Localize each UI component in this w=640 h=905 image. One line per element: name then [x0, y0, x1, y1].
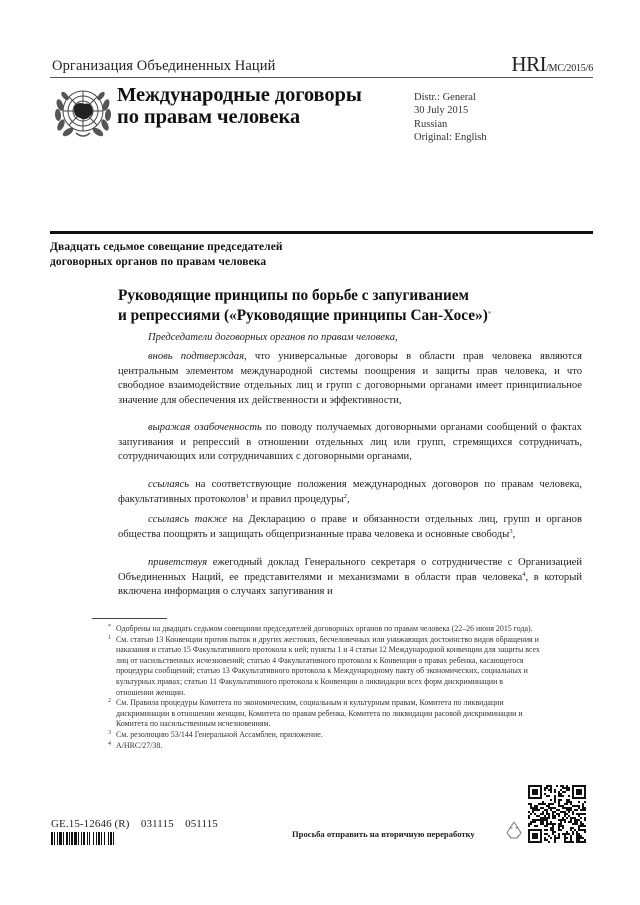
job-code: GE.15-12646 (R): [51, 818, 130, 830]
footnote-separator: [92, 618, 167, 619]
distr-date: 30 July 2015: [414, 105, 469, 117]
footnote-ref-3[interactable]: 3: [509, 527, 513, 535]
paragraph-recalling: [118, 478, 582, 507]
organization-name: Организация Объединенных Наций: [52, 58, 276, 74]
distr-language: Russian: [414, 118, 448, 130]
footnote-mark: 4: [108, 740, 111, 747]
paragraph-text: на соответствующие положения международных договоров по правам человека, факультативных протоколов: [118, 479, 582, 505]
recycle-icon: [503, 819, 525, 841]
paragraph-reaffirming: [118, 350, 582, 408]
paragraph-lead: приветствуя: [148, 557, 208, 568]
distribution-block: [414, 91, 487, 145]
preamble-subject: [118, 331, 582, 346]
footnote-3: [108, 730, 540, 741]
barcode-icon: [51, 832, 133, 845]
masthead-rule: [50, 231, 593, 234]
document-title-line2: и репрессиями («Руководящие принципы Сан-Хосе»): [118, 307, 488, 324]
meeting-heading: [50, 240, 283, 269]
paragraph-concern: [118, 421, 582, 465]
distr-original: Original: English: [414, 132, 487, 144]
masthead-title-line2: по правам человека: [117, 106, 301, 128]
paragraph-text: , в который включена информация о случаях запугивания и: [118, 571, 582, 598]
masthead-title: [117, 84, 362, 128]
meeting-line2: договорных органов по правам человека: [50, 255, 267, 268]
recycle-notice: Просьба отправить на вторичную переработку: [292, 829, 475, 839]
paragraph-lead: ссылаясь: [148, 479, 190, 490]
footnote-star: [108, 624, 540, 635]
date-code-1: 031115: [140, 818, 174, 830]
un-emblem-icon: [52, 83, 114, 141]
footnote-text: См. резолюцию 53/144 Генеральной Ассамблеи, приложение.: [116, 729, 323, 739]
preamble-subject-text: Председатели договорных органов по правам человека,: [148, 332, 398, 343]
paragraph-text: ,: [346, 493, 350, 505]
footnote-text: См. статью 13 Конвенции против пыток и других жестоких, бесчеловечных или унижающих достоинство видов обращения и наказания и статью 15 Факультативного протокола к ней; пункты 1 и 4 статьи 12 Международной конвенции для защиты всех лиц от насильственных исчезновений; статью 4 Факультативного протокола к Конвенции о правах ребенка, касающегося процедуры сообщений; статью 13 Факультативного протокола к Международному пакту об экономических, социальных и культурных правах; статью 11 Факультативного протокола к Конвенции о ликвидации всех форм дискриминации в отношении женщин.: [116, 634, 540, 697]
symbol-suffix: /MC/2015/6: [546, 63, 593, 74]
paragraph-text: ежегодный доклад Генерального секретаря о сотрудничестве с Организацией Объединенных Наций, ее представителями и механизмами в области прав человека: [118, 557, 582, 583]
paragraph-text: по поводу получаемых договорными органами сообщений о фактах запугивания и репрессий в отношении отдельных лиц или групп, стремящихся сотрудничать, сотрудничающих или сотрудничавших с договорными органами,: [118, 422, 582, 463]
paragraph-lead: вновь подтверждая,: [148, 351, 247, 362]
paragraph-text: на Декларацию о праве и обязанности отдельных лиц, групп и органов общества поощрять и защищать общепризнанные права человека и основные свободы: [118, 514, 582, 540]
footnote-mark: 3: [108, 729, 111, 736]
paragraph-recalling-also: [118, 513, 582, 542]
paragraph-lead: выражая озабоченность: [148, 422, 262, 433]
paragraph-text: что универсальные договоры в области прав человека являются центральным элементом международной системы поощрения и защиты прав человека, и что свободное взаимодействие отдельных лиц и групп с договорными органами имеет принципиальное значение для обеспечения их действенности и эффективности,: [118, 351, 582, 406]
date-code-2: 051115: [185, 818, 218, 830]
footnote-text: См. Правила процедуры Комитета по экономическим, социальным и культурным правам, Комитета по ликвидации дискриминации в отношении женщин, Комитета по правам ребенка, Комитета по ликвидации расовой дискриминации и Комитета по насильственным исчезновениям.: [116, 698, 523, 729]
footnote-text: A/HRC/27/38.: [116, 740, 163, 750]
job-number: [51, 818, 218, 830]
document-title: [118, 287, 491, 325]
meeting-line1: Двадцать седьмое совещание председателей: [50, 241, 283, 253]
footnote-ref-2[interactable]: 2: [343, 492, 347, 500]
qr-code-icon[interactable]: [528, 785, 586, 843]
title-footnote-ref[interactable]: *: [487, 310, 492, 318]
footnote-text: Одобрены на двадцать седьмом совещании председателей договорных органов по правам человека (22–26 июня 2015 года).: [116, 624, 533, 633]
document-title-line1: Руководящие принципы по борьбе с запугиванием: [118, 287, 469, 304]
paragraph-text: и правил процедуры: [248, 493, 344, 505]
footnote-mark: 1: [108, 634, 111, 641]
footnote-1: [108, 635, 540, 699]
footnote-mark: *: [108, 624, 111, 630]
paragraph-welcoming: [118, 556, 582, 600]
footnote-2: [108, 698, 540, 730]
masthead-title-line1: Международные договоры: [117, 84, 362, 106]
footnote-ref-4[interactable]: 4: [522, 570, 526, 578]
footnotes: [108, 624, 540, 751]
footnote-4: [108, 741, 540, 752]
symbol-main: HRI: [511, 52, 547, 76]
distr-type: Distr.: General: [414, 92, 476, 103]
document-symbol: [511, 52, 593, 77]
paragraph-text: ,: [512, 528, 516, 540]
paragraph-lead: ссылаясь также: [148, 514, 228, 525]
footnote-mark: 2: [108, 698, 111, 705]
header-rule: [50, 77, 593, 78]
footnote-ref-1[interactable]: 1: [245, 492, 249, 500]
